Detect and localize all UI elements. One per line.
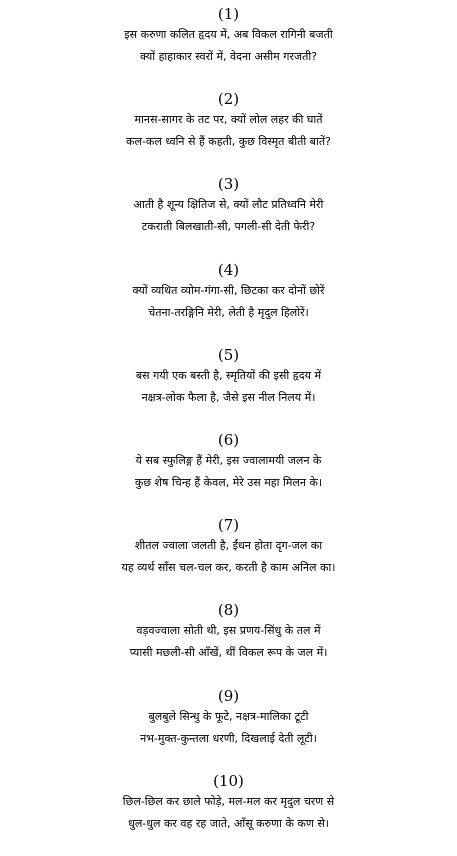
verse-line: बुलबुले सिन्धु के फूटे, नक्षत्र-मालिका टूटी	[148, 709, 309, 723]
verse-line: यह व्यर्थ साँस चल-चल कर, करती है काम अनिल का।	[121, 561, 336, 575]
stanza-2	[0, 89, 457, 174]
stanza-8	[0, 600, 457, 685]
stanza-number: (8)	[217, 601, 240, 620]
stanza-number: (7)	[217, 516, 240, 535]
verse-line: चेतना-तरङ्गिनि मेरी, लेती है मृदुल हिलोरें।	[148, 305, 309, 319]
stanza-number: (10)	[213, 771, 244, 790]
verse-line: कुछ शेष चिन्ह हैं केवल, मेरे उस महा मिलन के।	[134, 475, 323, 489]
stanza-9	[0, 686, 457, 771]
verse-line: वड़वज्वाला सोती थी, इस प्रणय-सिंधु के तल में	[136, 624, 321, 638]
stanza-10	[0, 771, 457, 856]
stanza-1	[0, 4, 457, 89]
verse-line: आती है शून्य क्षितिज से, क्यों लौट प्रतिध्वनि मेरी	[133, 198, 324, 212]
stanza-3	[0, 174, 457, 259]
stanza-number: (5)	[217, 345, 240, 364]
stanza-number: (6)	[217, 430, 240, 449]
stanza-number: (1)	[217, 5, 240, 23]
stanza-7	[0, 515, 457, 600]
stanza-6	[0, 430, 457, 515]
verse-line: क्यों व्यथित व्योम-गंगा-सी, छिटका कर दोनों छोरें	[132, 283, 325, 297]
verse-line: शीतल ज्वाला जलती है, ईंधन होता दृग-जल का	[134, 539, 323, 553]
verse-line: टकराती बिलखाती-सी, पगली-सी देती फेरी?	[141, 220, 316, 234]
stanza-4	[0, 260, 457, 345]
verse-line: क्यों हाहाकार स्वरों में, वेदना असीम गरजती?	[139, 50, 318, 63]
verse-line: नक्षत्र-लोक फैला है, जैसे इस नील निलय में।	[141, 390, 316, 404]
verse-line: इस करुणा कलित हृदय में, अब विकल रागिनी बजती	[124, 28, 333, 41]
stanza-number: (3)	[217, 175, 240, 194]
verse-line: धुल-धुल कर वह रह जाते, आँसू करुणा के कण से।	[128, 816, 329, 830]
stanza-number: (9)	[217, 686, 240, 705]
verse-line: छिल-छिल कर छाले फोड़े, मल-मल कर मृदुल चरण से	[122, 794, 335, 808]
stanza-number: (4)	[217, 260, 240, 279]
verse-line: नभ-मुक्त-कुन्तला धरणी, दिखलाई देती लूटी।	[140, 731, 317, 745]
verse-line: कल-कल ध्वनि से हैं कहती, कुछ विस्मृत बीती बातें?	[126, 135, 331, 149]
verse-line: प्यासी मछली-सी आँखें, थीं विकल रूप के जल में।	[129, 646, 328, 660]
verse-line: बस गयी एक बस्ती है, स्मृतियों की इसी हृदय में	[135, 368, 322, 382]
verse-line: ये सब स्फुलिङ्ग हैं मेरी, इस ज्वालामयी जलन के	[135, 453, 322, 467]
verse-line: मानस-सागर के तट पर, क्यों लोल लहर की घातें	[134, 113, 323, 127]
stanza-5	[0, 345, 457, 430]
stanza-number: (2)	[217, 90, 240, 109]
